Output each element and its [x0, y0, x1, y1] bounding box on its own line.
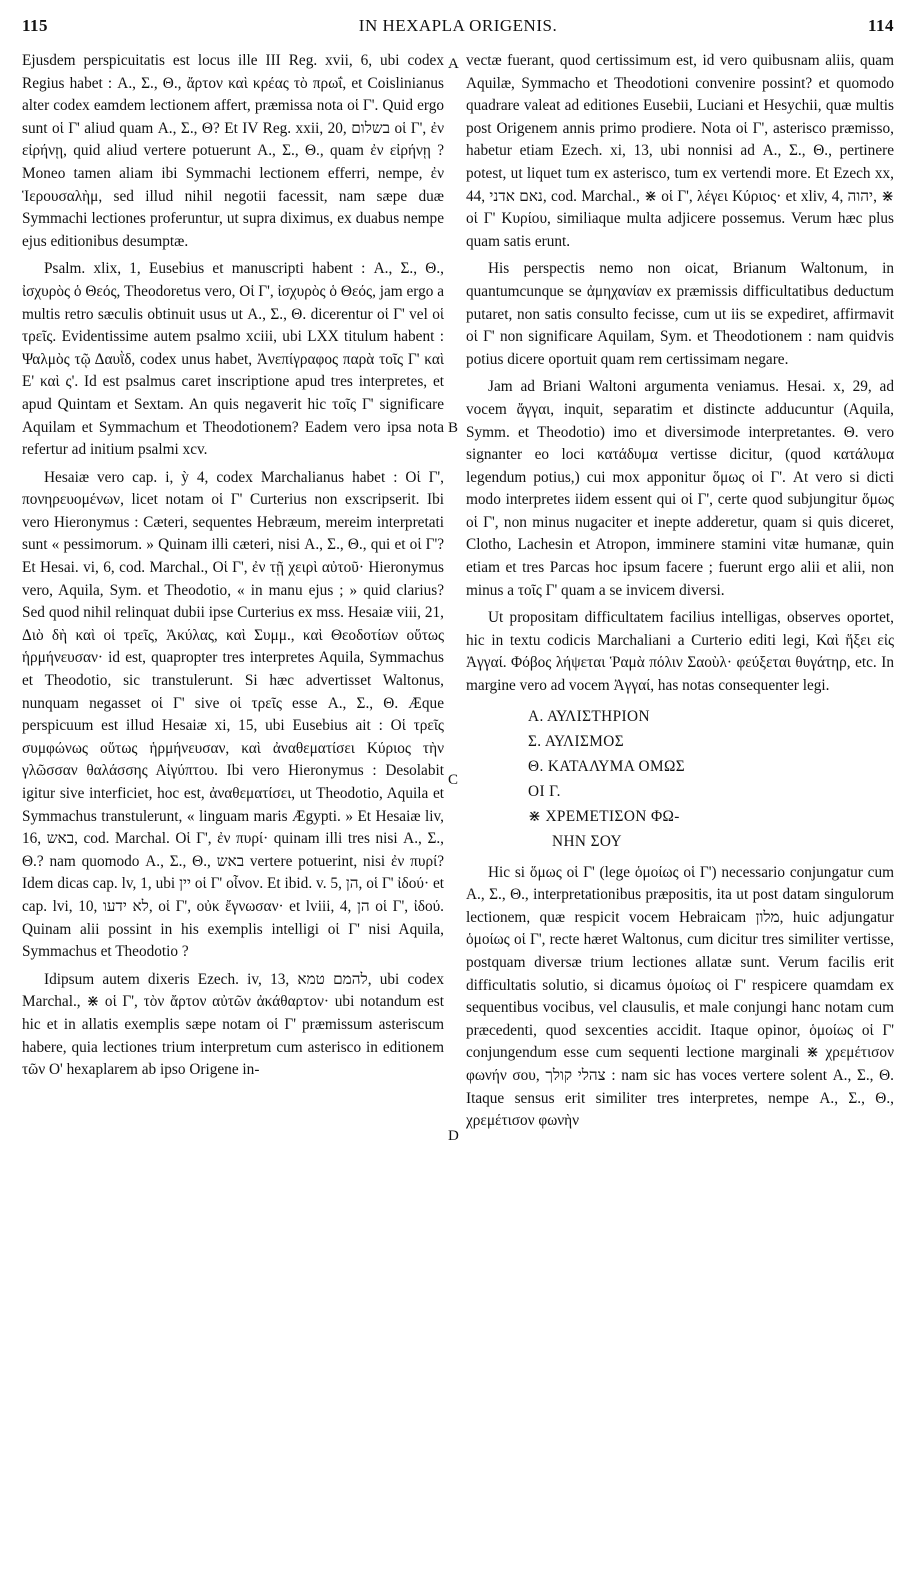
- list-item: Σ. ΑΥΛΙΣΜΟΣ: [528, 732, 625, 750]
- running-title: IN HEXAPLA ORIGENIS.: [358, 16, 558, 35]
- list-item: ΟΙ Γ.: [528, 782, 561, 800]
- page-number-left: 115: [22, 16, 49, 35]
- paragraph: Jam ad Briani Waltoni argumenta veniamus. Hesai. x, 29, ad vocem ἄγγαι, inquit, separatim et distincte adducuntur (Aquila, Symm. et Theodotio) imo et diversimode interpretantes. Θ. vero signanter eo loci κατάδυμα vertisse dicitur, (quod κατάλυμα legendum potius,) cui mox apponitur ὅμως οἱ Γ'. At vero si dicti modo interpretes iidem essent qui οἱ Γ', certe quod subjungitur ὅμως οἱ Γ', non minus nugaciter et inepte adderetur, quam si quis diceret, Clotho, Lachesin et Atropon, imminere stamini vitæ humanæ, quin etiam et tres Parcas hoc ipsum facere ; fuerunt ergo alii et alii, non minus a τοῖς Γ' quam a se invicem diversi.: [466, 378, 894, 599]
- marginal-notes-list: [528, 704, 894, 854]
- paragraph: Idipsum autem dixeris Ezech. iv, 13, להמם טמא, ubi codex Marchal., ⋇ οἱ Γ', τὸν ἄρτον αὐτῶν ἀκάθαρτον· ubi notandum est hic et in allatis exemplis sæpe notam οἱ Γ' præmissum asteriscum habere, quia lectiones trium interpretum cum asterisco in editionem τῶν Ο' hexaplarem ab ipso Origene in-: [22, 970, 444, 1079]
- margin-marker-a: A: [448, 56, 459, 72]
- list-item: ΝΗΝ ΣΟΥ: [552, 832, 623, 850]
- margin-marker-b: B: [448, 420, 459, 436]
- paragraph: vectæ fuerant, quod certissimum est, id vero quibusnam aliis, quam Aquilæ, Symmacho et Theodotioni convenire possint? et quomodo quadrare valeat ad editiones Eusebii, Luciani et Hesychii, quæ multis post Origenem annis primo prodiere. Nota οἱ Γ', asterisco præmisso, habetur etiam Ezech. xi, 13, ubi nonnisi ad Α., Σ., Θ., pertinere potest, ut liquet tum ex asterisco, tum ex vertendi more. Et Ezech xx, 44, נאם אדני, cod. Marchal., ⋇ οἱ Γ', λέγει Κύριος· et xliv, 4, יהוה, ⋇ οἱ Γ' Κυρίου, similiaque multa adjicere possemus. Verum hæc plus quam satis erunt.: [466, 52, 895, 250]
- paragraph: Hesaiæ vero cap. i, ỳ 4, codex Marchalianus habet : Οἱ Γ', πονηρευομένων, licet notam οἱ Γ' Curterius non exscripserit. Ibi vero Hieronymus : Cæteri, sequentes Hebræum, mereim interpretati sunt « pessimorum. » Quinam illi cæteri, nisi Α., Σ., Θ., qui et οἱ Γ'? Et Hesai. vi, 6, cod. Marchal., Οἱ Γ', ἐν τῇ χειρὶ αὐτοῦ· Hieronymus vero, Aquila, Sym. et Theodotio, « in manu ejus ; » quid clarius? Sed quod nihil relinquat dubii ipse Curterius ex mss. Hesaiæ viii, 21, Διὸ δὴ καὶ οἱ τρεῖς, Ἀκύλας, καὶ Συμμ., καὶ Θεοδοτίων οὕτως ἡρμήνευσαν· id est, quapropter tres interpretes Aquila, Symmachus et Theodotio, sic transtulerunt. Si hæc advertisset Waltonus, nunquam negasset οἱ Γ' sive οἱ τρεῖς esse Α., Σ., Θ. Æque perspicuum est illud Hesaiæ xi, 15, ubi Eusebius ait : Οἱ τρεῖς συμφώνως οὕτως ἡρμήνευσαν, καὶ ἀναθεματίσει Κύριος τὴν γλῶσσαν θαλάσσης Αἰγύπτου. Ibi vero Hieronymus : Desolabit igitur sive interficiet, hoc est, ἀναθεματίσει, ut Theodotio, Aquila et Symmachus transtulerunt, « linguam maris Ægypti. » Et Hesaiæ liv, 16, באש, cod. Marchal. Οἱ Γ', ἐν πυρί· quinam illi tres nisi Α., Σ., Θ.? nam quomodo Α., Σ., Θ., באש vertere potuerint, nisi ἐν πυρί? Idem dicas cap. lv, 1, ubi יין οἱ Γ' οἶνον. Et ibid. v. 5, הן, οἱ Γ' ἰδού· et cap. lvi, 10, לא ידעו, οἱ Γ', οὐκ ἔγνωσαν· et lviii, 4, הן οἱ Γ', ἰδού. Quinam alii possint in his exemplis intelligi οἱ Γ' nisi Aquila, Symmachus et Theodotio ?: [22, 468, 445, 961]
- list-item: Θ. ΚΑΤΑΛΥΜΑ ΟΜΩΣ: [528, 757, 686, 775]
- list-item: ⋇ ΧΡΕΜΕΤΙΣΟΝ ΦΩ-: [528, 807, 680, 825]
- margin-marker-c: C: [448, 772, 459, 788]
- paragraph: Ejusdem perspicuitatis est locus ille III Reg. xvii, 6, ubi codex Regius habet : Α., Σ., Θ., ἄρτον καὶ κρέας τὸ πρωΐ, et Coislinianus alter codex eamdem lectionem affert, præmissa nota οἱ Γ'. Quid ergo sunt οἱ Γ' aliud quam Α., Σ., Θ? Et IV Reg. xxii, 20, בשלום οἱ Γ', ἐν εἰρήνῃ, quid aliud vertere potuerunt Α., Σ., Θ., quam ἐν εἰρήνῃ ? Moneo tamen aliam ibi Symmachi lectionem efferri, nempe, ἐν Ἱερουσαλὴμ, sed illud nihil negotii facessit, nam sæpe duæ Symmachi lectiones proferuntur, ut supra diximus, ex duabus nempe ejus editionibus desumptæ.: [22, 52, 444, 250]
- list-item: Α. ΑΥΛΙΣΤΗΡΙΟΝ: [528, 707, 650, 725]
- page-number-right: 114: [867, 16, 894, 35]
- margin-marker-d: D: [448, 1128, 459, 1144]
- paragraph: Psalm. xlix, 1, Eusebius et manuscripti habent : Α., Σ., Θ., ἰσχυρὸς ὁ Θεός, Theodoretus vero, Οἱ Γ', ἰσχυρὸς ὁ Θεός, jam ergo a multis retro sæculis obtinuit usus ut Α., Σ., Θ. dicerentur οἱ Γ' vel οἱ τρεῖς. Evidentissime autem psalmo xciii, ubi LXX titulum habent : Ψαλμὸς τῷ Δαυῒδ, codex unus habet, Ἀνεπίγραφος παρὰ τοῖς Γ' καὶ Ε' καὶ ς'. Id est psalmus caret inscriptione apud tres interpretes, et apud Quintam et Sextam. An quis negaverit hic τοῖς Γ' significare Aquilam et Symmachum et Theodotionem? Eadem vero ipsa nota refertur ad initium psalmi xcv.: [22, 260, 445, 459]
- right-column: [466, 50, 894, 1138]
- paragraph: His perspectis nemo non oicat, Brianum Waltonum, in quantumcunque se ἀμηχανίαν ex præmissis difficultatibus deductum putaret, non satis consulto fecisse, cum ut iis se expediret, affirmavit οἱ Γ' non significare Aquilam, Sym. et Theodotionem : nam quidvis potius dicere oportuit quam rem certissimam negare.: [466, 260, 894, 368]
- paragraph: Ut propositam difficultatem facilius intelligas, observes oportet, hic in textu codicis Marchaliani a Curterio editi legi, Καὶ ἥξει εἰς Ἀγγαί. Φόβος λήψεται Ῥαμὰ πόλιν Σαοὺλ· φεύξεται θυγάτηρ, etc. In margine vero ad vocem Ἀγγαί, has notas consequenter legi.: [466, 609, 894, 695]
- paragraph: Hic si ὅμως οἱ Γ' (lege ὁμοίως οἱ Γ') necessario conjungatur cum Α., Σ., Θ., interpretationibus præpositis, ita ut post datam singulorum lectionem, quæ respicit vocem Hebraicam מלון, huic adjungatur ὁμοίως οἱ Γ', recte hæret Waltonus, cum dicitur tres similiter vertisse, postquam diversæ trium lectiones allatæ sunt. Verum facilis erit difficultatis solutio, si dicamus ὁμοίως οἱ Γ' respicere quamdam ex sequentibus vocibus, vel clausulis, et male conjungi hanc notam cum præcedenti, quod sexcenties accidit. Itaque opinor, ὁμοίως οἱ Γ' conjungendum esse cum sequenti lectione marginali ⋇ χρεμέτισον φωνήν σου, צהלי קולך : nam sic has voces vertere solent Α., Σ., Θ. Itaque sensus erit similiter tres interpretes, nempe Α., Σ., Θ., χρεμέτισον φωνὴν: [466, 863, 895, 1130]
- left-column: [22, 50, 444, 1087]
- page-header: [22, 16, 894, 42]
